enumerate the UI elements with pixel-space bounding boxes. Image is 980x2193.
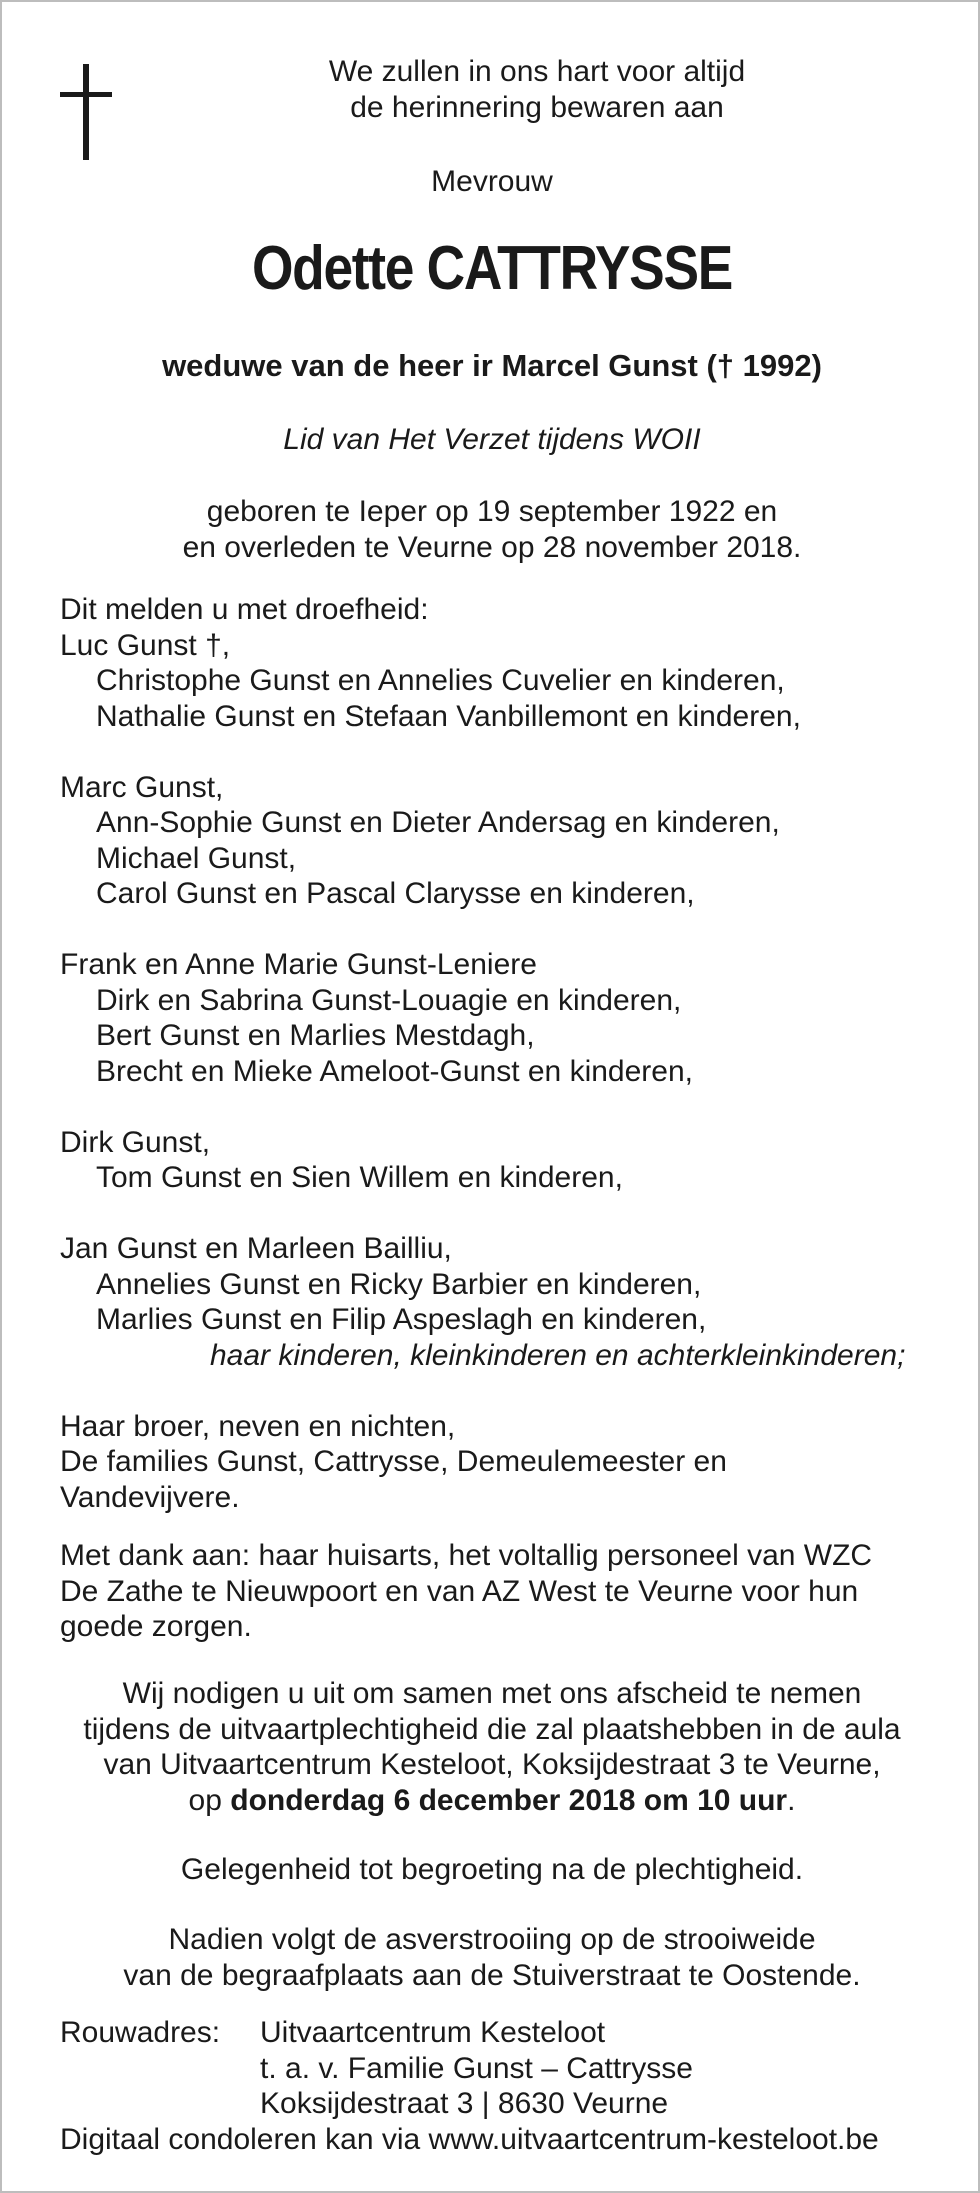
family-member: Ann-Sophie Gunst en Dieter Andersag en kinderen, (96, 806, 780, 839)
intro-text: We zullen in ons hart voor altijd de herinnering bewaren aan (328, 55, 746, 124)
family-summary: haar kinderen, kleinkinderen en achterkleinkinderen; (210, 1338, 906, 1372)
family-member: Nathalie Gunst en Stefaan Vanbillemont en kinderen, (96, 699, 801, 733)
family-head: Jan Gunst en Marleen Bailliu, (60, 1232, 452, 1265)
family-head: Luc Gunst †, (60, 628, 231, 662)
family-others: Vandevijvere. (60, 1480, 240, 1514)
family-head: Frank en Anne Marie Gunst-Leniere (60, 948, 537, 981)
family-member: Brecht en Mieke Ameloot-Gunst en kinderen, (96, 1054, 693, 1088)
family-member: Bert Gunst en Marlies Mestdagh, (96, 1019, 535, 1052)
funeral-invitation: Wij nodigen u uit om samen met ons afscheid te nemen tijdens de uitvaartplechtigheid die zal plaatshebben in de aula van Uitvaartcentrum Kesteloot, Koksijdestraat 3 te Veurne, op donderdag 6 december 2018 om 10 uur. (83, 1677, 901, 1817)
family-list (60, 592, 940, 1515)
family-member: Tom Gunst en Sien Willem en kinderen, (96, 1161, 623, 1194)
family-member: Marlies Gunst en Filip Aspeslagh en kinderen, (96, 1303, 707, 1336)
family-member: Carol Gunst en Pascal Clarysse en kinderen, (96, 877, 695, 910)
ash-scattering-text: Nadien volgt de asverstrooiing op de strooiweide van de begraafplaats aan de Stuiverstraat te Oostende. (123, 1923, 861, 1992)
thanks-text: Met dank aan: haar huisarts, het voltallig personeel van WZC De Zathe te Nieuwpoort en van AZ West te Veurne voor hun goede zorgen. (60, 1539, 873, 1643)
funeral-date: donderdag 6 december 2018 om 10 uur (230, 1783, 788, 1817)
greeting-text: Gelegenheid tot begroeting na de plechtigheid. (180, 1853, 804, 1886)
family-member: Christophe Gunst en Annelies Cuvelier en kinderen, (96, 664, 785, 697)
mourning-address (60, 2015, 940, 2157)
widow-line: weduwe van de heer ir Marcel Gunst († 1992) (162, 348, 822, 383)
family-member: Michael Gunst, (96, 841, 297, 875)
address-line: t. a. v. Familie Gunst – Cattrysse (260, 2051, 693, 2085)
family-others: De families Gunst, Cattrysse, Demeulemeester en (60, 1445, 727, 1478)
address-line: Koksijdestraat 3 | 8630 Veurne (260, 2087, 669, 2120)
family-announce: Dit melden u met droefheid: (60, 593, 429, 626)
address-line: Uitvaartcentrum Kesteloot (260, 2016, 606, 2049)
family-member: Dirk en Sabrina Gunst-Louagie en kinderen, (96, 983, 682, 1017)
deceased-name: Odette CATTRYSSE (251, 234, 733, 303)
family-others: Haar broer, neven en nichten, (60, 1409, 456, 1443)
condolence-link[interactable]: Digitaal condoleren kan via www.uitvaartcentrum-kesteloot.be (60, 2122, 879, 2156)
family-head: Dirk Gunst, (60, 1125, 211, 1159)
birth-death-text: geboren te Ieper op 19 september 1922 en en overleden te Veurne op 28 november 2018. (182, 495, 802, 564)
resistance-line: Lid van Het Verzet tijdens WOII (283, 423, 701, 456)
family-head: Marc Gunst, (60, 770, 224, 804)
family-member: Annelies Gunst en Ricky Barbier en kinderen, (96, 1267, 702, 1301)
address-label: Rouwadres: (60, 2016, 221, 2049)
salutation: Mevrouw (431, 165, 553, 198)
